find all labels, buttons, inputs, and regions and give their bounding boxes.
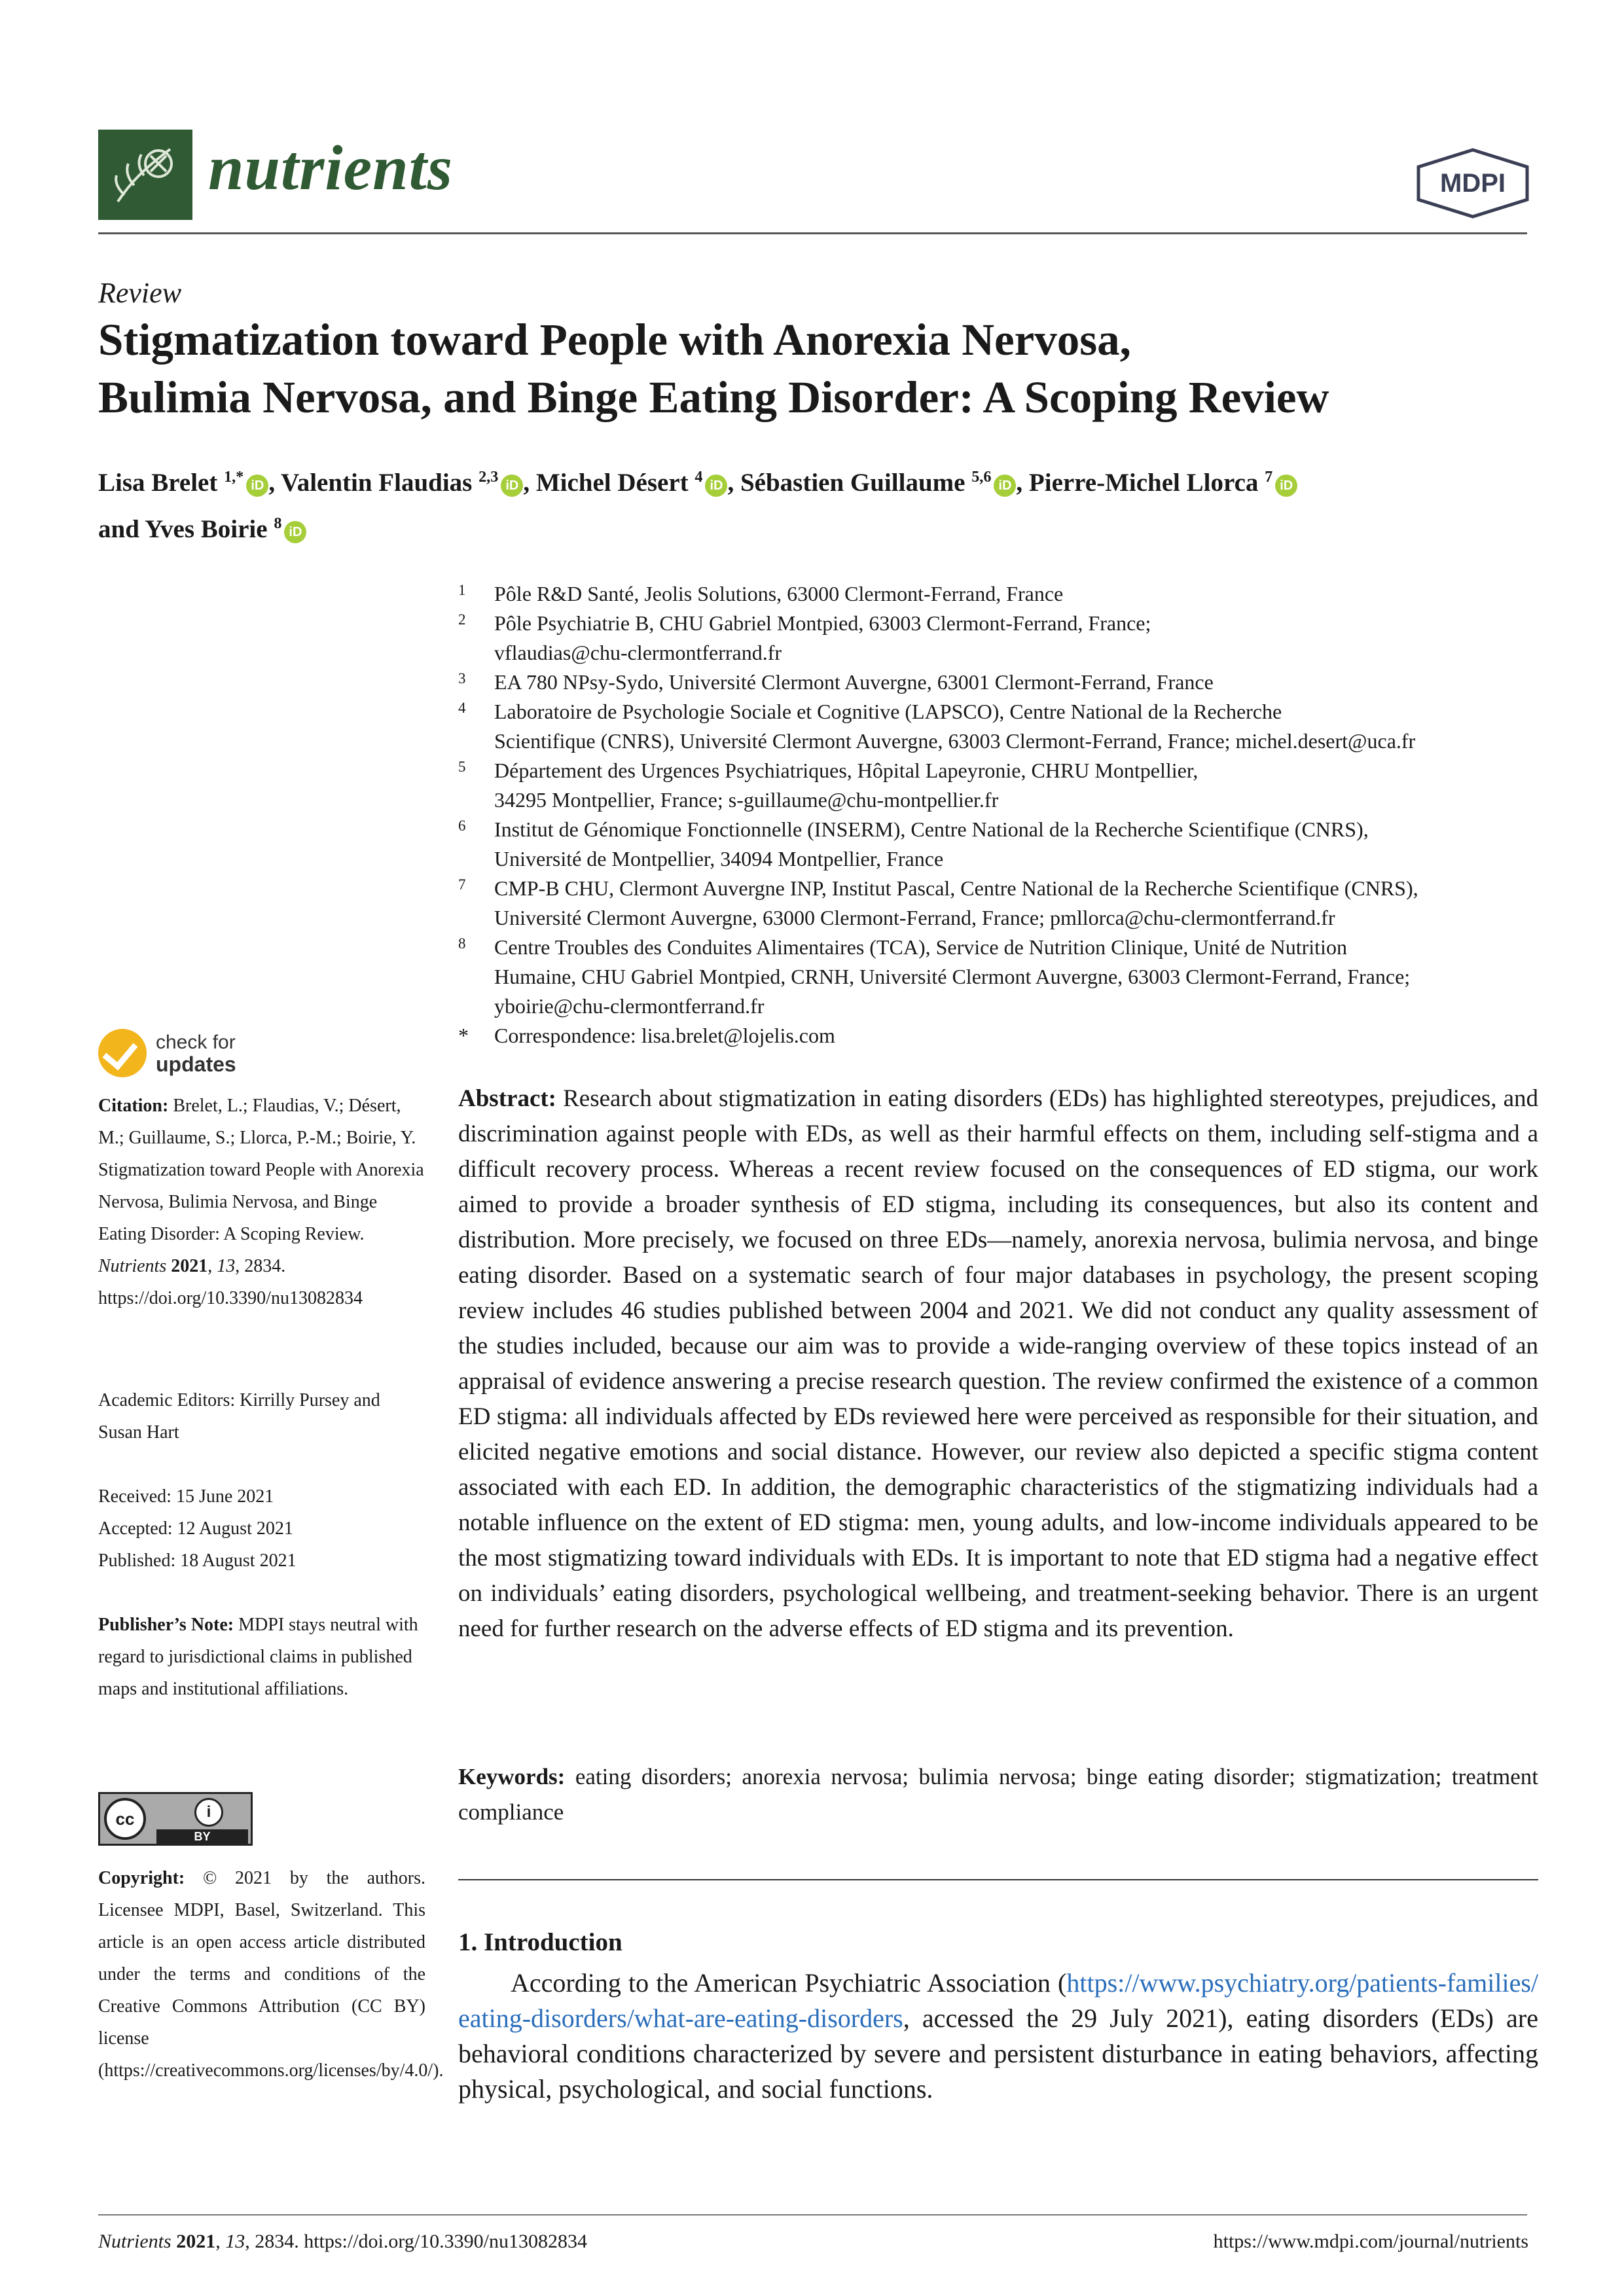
author-affil: 4 <box>695 468 703 486</box>
title-line-2: Bulimia Nervosa, and Binge Eating Disorder: A Scoping Review <box>98 372 1329 422</box>
author-affil: 5,6 <box>971 468 992 486</box>
published-date: Published: 18 August 2021 <box>98 1551 297 1571</box>
article-dates <box>98 1480 425 1577</box>
orcid-icon[interactable]: iD <box>705 475 727 497</box>
citation-doi-link[interactable]: , 2834. https://doi.org/10.3390/nu13082834 <box>98 1256 363 1308</box>
correspondence: * Correspondence: lisa.brelet@lojelis.com <box>458 1024 835 1047</box>
academic-editors: Academic Editors: Kirrilly Pursey and Susan Hart <box>98 1390 380 1443</box>
article-type: Review <box>98 277 182 309</box>
mdpi-logo-text: MDPI <box>1440 169 1506 198</box>
footer-divider <box>98 2214 1527 2215</box>
email-link[interactable]: vflaudias@chu-clermontferrand.fr <box>494 641 782 664</box>
affiliation: 4 Laboratoire de Psychologie Sociale et Cognitive (LAPSCO), Centre National de la Recherche Scientifique (CNRS), Université Clermont Auvergne, 63003 Clermont-Ferrand, France; michel.desert@uca.fr <box>458 700 1416 753</box>
check-icon <box>98 1029 147 1077</box>
accepted-date: Accepted: 12 August 2021 <box>98 1518 293 1539</box>
author-affil: 8 <box>274 514 282 532</box>
affiliation: 5 Département des Urgences Psychiatriques, Hôpital Lapeyronie, CHRU Montpellier, 34295 Montpellier, France; s-guillaume@chu-montpellier.fr <box>458 759 1199 812</box>
affiliations <box>458 579 1538 1050</box>
journal-logo-icon <box>98 130 192 220</box>
by-label: BY <box>156 1829 248 1844</box>
authors-line-2 <box>98 503 1538 550</box>
orcid-icon[interactable]: iD <box>501 475 523 497</box>
copyright-notice: Copyright: © 2021 by the authors. Licensee MDPI, Basel, Switzerland. This article is an open access article distributed under the terms and conditions of the Creative Commons Attribution (CC BY) license (https://creativecommons.org/licenses/by/4.0/). <box>98 1868 444 2081</box>
author-name[interactable]: Lisa Brelet <box>98 469 218 497</box>
person-icon: i <box>194 1798 223 1827</box>
author-name[interactable]: and Yves Boirie <box>98 515 268 543</box>
keywords <box>458 1759 1538 1830</box>
cc-by-license-icon[interactable] <box>98 1792 253 1846</box>
affiliation: 3 EA 780 NPsy-Sydo, Université Clermont Auvergne, 63001 Clermont-Ferrand, France <box>458 670 1214 694</box>
affiliation: 8 Centre Troubles des Conduites Alimentaires (TCA), Service de Nutrition Clinique, Unité de Nutrition Humaine, CHU Gabriel Montpied, CRNH, Université Clermont Auvergne, 63003 Clermont-Ferrand, France; yboirie@chu-clermontferrand.fr <box>458 933 1538 1021</box>
cc-icon: cc <box>104 1798 146 1840</box>
publishers-note: Publisher’s Note: MDPI stays neutral with regard to jurisdictional claims in published maps and institutional affiliations. <box>98 1615 418 1699</box>
affiliation: 7 CMP-B CHU, Clermont Auvergne INP, Institut Pascal, Centre National de la Recherche Scientifique (CNRS), Université Clermont Auvergne, 63000 Clermont-Ferrand, France; pmllorca@chu-clermontferrand.fr <box>458 876 1418 929</box>
title-line-1: Stigmatization toward People with Anorexia Nervosa, <box>98 315 1131 365</box>
author-affil: 2,3 <box>478 468 499 486</box>
keywords-text: eating disorders; anorexia nervosa; bulimia nervosa; binge eating disorder; stigmatization; treatment compliance <box>458 1764 1538 1825</box>
author-affil: 1,* <box>224 468 244 486</box>
section-heading: 1. Introduction <box>458 1928 623 1956</box>
affiliation: 6 Institut de Génomique Fonctionnelle (INSERM), Centre National de la Recherche Scientifique (CNRS), Université de Montpellier, 34094 Montpellier, France <box>458 817 1369 870</box>
orcid-icon[interactable]: iD <box>994 475 1016 497</box>
journal-name: nutrients <box>208 133 453 204</box>
section-divider <box>458 1879 1538 1880</box>
abstract-text: Research about stigmatization in eating disorders (EDs) has highlighted stereotypes, prejudices, and discrimination against people with EDs, as well as their harmful effects on them, including self-stigma and a difficult recovery process. Whereas a recent review focused on the consequences of ED stigma, our work aimed to provide a broader synthesis of ED stigma, including its consequences, but also its content and distribution. More precisely, we focused on three EDs—namely, anorexia nervosa, bulimia nervosa, and binge eating disorder. Based on a systematic search of four major databases in psychology, the present scoping review includes 46 studies published between 2004 and 2021. We did not conduct any quality assessment of the studies included, because our aim was to provide a wide-ranging overview of these topics instead of an appraisal of evidence answering a precise research question. The review confirmed the existence of a common ED stigma: all individuals affected by EDs reviewed here were perceived as responsible for their situation, and elicited negative emotions and social distance. However, our review also depicted a specific stigma content associated with each ED. In addition, the demographic characteristics of the stigmatizing individuals had a notable influence on the extent of ED stigma: men, young adults, and low-income individuals appeared to be the most stigmatizing toward individuals with EDs. It is important to note that ED stigma had a negative effect on individuals’ eating disorders, psychological wellbeing, and treatment-seeking behavior. There is an urgent need for further research on the adverse effects of ED stigma and its prevention. <box>458 1085 1538 1642</box>
affiliation: 2 Pôle Psychiatrie B, CHU Gabriel Montpied, 63003 Clermont-Ferrand, France; vflaudias@chu-clermontferrand.fr <box>458 609 1538 668</box>
keywords-label: Keywords: <box>458 1764 566 1789</box>
authors-line-1: Lisa Brelet $^{1,*}$ iD , Valentin Flaudias $^{2,3}$ iD , Michel Désert $^4$ iD , Sébastien Guillaume $^{5,6}$ iD , Pierre-Michel Llorca $^7$ iD <box>98 457 1538 503</box>
article-title <box>98 311 1538 426</box>
author-name[interactable]: Valentin Flaudias <box>281 469 473 497</box>
intro-paragraph: According to the American Psychiatric Association (https://www.psychiatry.org/patients-families/eating-disorders/what-are-eating-disorders, accessed the 29 July 2021), eating disorders (EDs) are behavioral conditions characterized by severe and persistent disturbance in eating behaviors, affecting physical, psychological, and social functions. <box>458 1968 1538 2104</box>
email-link[interactable]: yboirie@chu-clermontferrand.fr <box>494 994 765 1018</box>
received-date: Received: 15 June 2021 <box>98 1486 274 1507</box>
author-name[interactable]: Michel Désert <box>535 469 689 497</box>
orcid-icon[interactable]: iD <box>284 521 306 543</box>
author-affil: 7 <box>1265 468 1273 486</box>
footer-citation: Nutrients 2021, 13, 2834. https://doi.org/10.3390/nu13082834 <box>98 2231 587 2252</box>
footer-doi-link[interactable]: , 2834. https://doi.org/10.3390/nu13082834 <box>245 2231 587 2252</box>
affiliation: 1 Pôle R&D Santé, Jeolis Solutions, 63000 Clermont-Ferrand, France <box>458 582 1064 605</box>
header-divider <box>98 232 1527 234</box>
footer-journal-url[interactable]: https://www.mdpi.com/journal/nutrients <box>1213 2231 1528 2252</box>
orcid-icon[interactable]: iD <box>1275 475 1297 497</box>
author-list <box>98 457 1538 550</box>
abstract <box>458 1081 1538 1647</box>
orcid-icon[interactable]: iD <box>246 475 268 497</box>
mdpi-logo-icon <box>1411 147 1535 219</box>
check-for-updates-button[interactable]: check for updates <box>98 1029 295 1081</box>
author-name[interactable]: Sébastien Guillaume <box>740 469 965 497</box>
author-name[interactable]: Pierre-Michel Llorca <box>1028 469 1259 497</box>
citation: Citation: Brelet, L.; Flaudias, V.; Désert, M.; Guillaume, S.; Llorca, P.-M.; Boirie, Y. Stigmatization toward People with Anorexia Nervosa, Bulimia Nervosa, and Binge Eating Disorder: A Scoping Review. Nutrients 2021, 13, 2834. https://doi.org/10.3390/nu13082834 <box>98 1096 424 1308</box>
abstract-label: Abstract: <box>458 1085 557 1112</box>
apa-link[interactable]: https://www.psychiatry.org/patients-families/eating-disorders/what-are-eating-disorders <box>458 1968 1538 2033</box>
